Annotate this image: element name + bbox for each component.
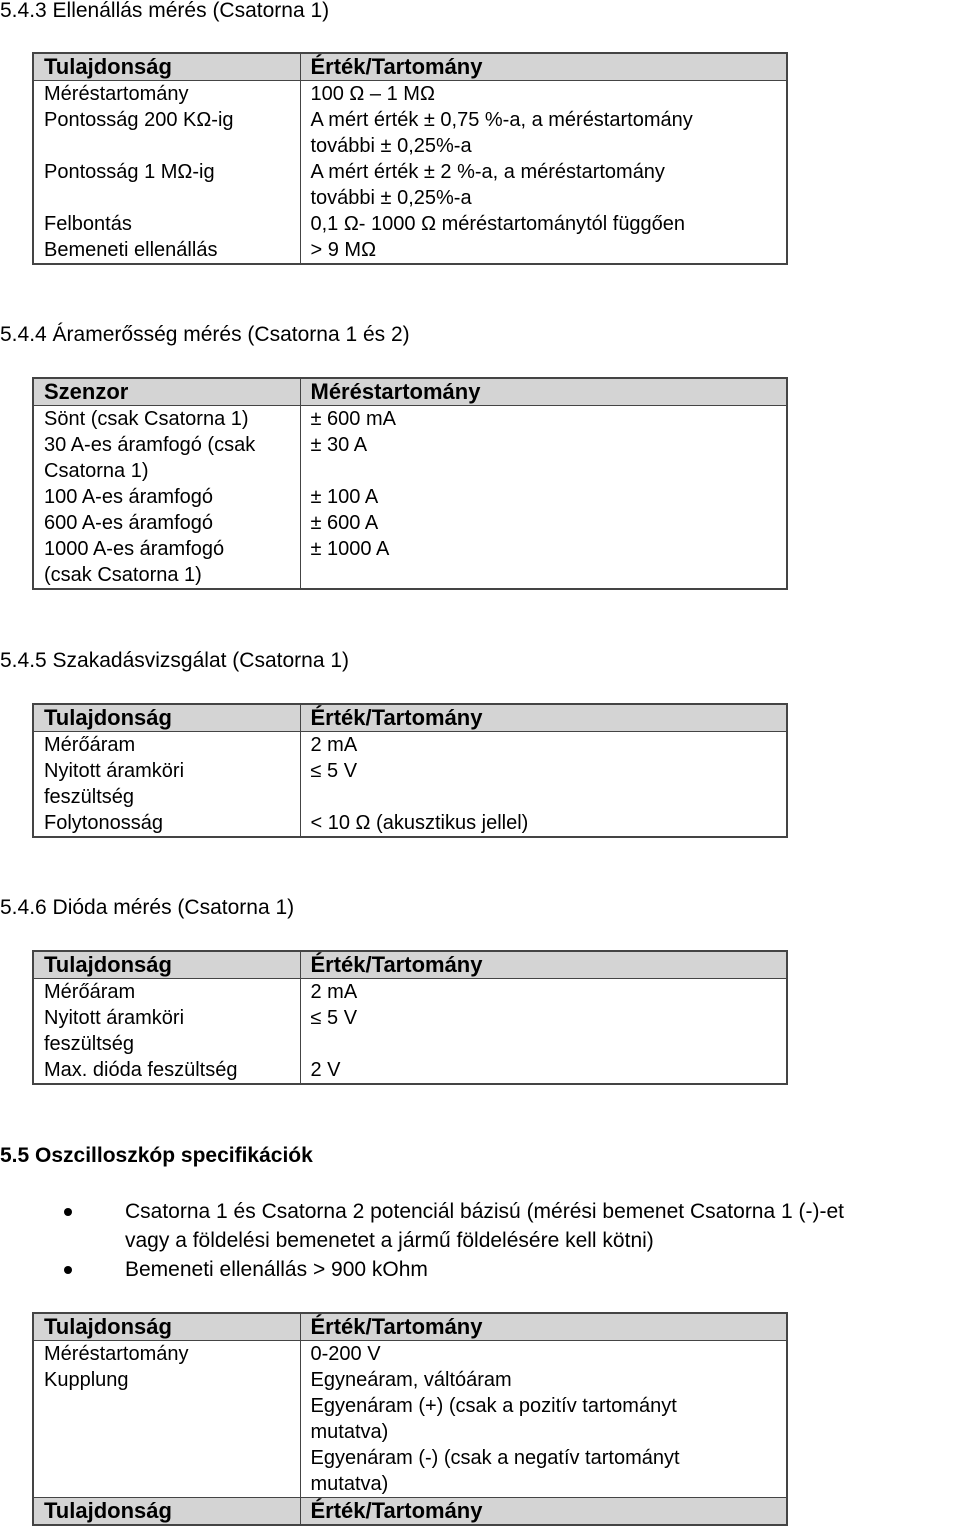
table-header-row [33,378,787,406]
table-header-row [33,951,787,979]
property-value: A mért érték ± 0,75 %-a, a méréstartomány további ± 0,25%-a [310,109,693,157]
column-header-value: Érték/Tartomány [300,53,787,81]
sensor-label: Sönt (csak Csatorna 1) [33,406,300,433]
table-footer-header-row [33,1498,787,1526]
section-title-continuity: 5.4.5 Szakadásvizsgálat (Csatorna 1) [0,649,350,672]
property-label: Mérőáram [33,979,300,1006]
table-row [33,237,787,264]
table-row [33,406,787,433]
sensor-label: 100 A-es áramfogó [33,484,300,510]
table-row [33,1341,787,1368]
current-spec-table [32,377,788,590]
column-header-value: Érték/Tartomány [300,951,787,979]
property-value: 2 mA [310,981,358,1003]
table-row [33,732,787,759]
section-title-oscilloscope: 5.5 Oszcilloszkóp specifikációk [0,1144,313,1167]
property-label: Mérőáram [33,732,300,759]
property-value: 0,1 Ω- 1000 Ω méréstartománytól függően [310,213,686,235]
column-header-property: Tulajdonság [33,1498,300,1526]
section-title-current: 5.4.4 Áramerősség mérés (Csatorna 1 és 2) [0,323,410,346]
range-value: ± 600 A [310,512,379,534]
column-header-property: Tulajdonság [33,704,300,732]
property-value: 2 mA [310,734,358,756]
table-row [33,536,787,589]
table-row [33,1367,787,1498]
property-label: Kupplung [33,1367,300,1498]
range-value: ± 100 A [310,486,379,508]
table-row [33,1057,787,1084]
table-row [33,211,787,237]
property-label: Bemeneti ellenállás [33,237,300,264]
property-value: Egyneáram, váltóáram Egyenáram (+) (csak a pozitív tartományt mutatva) Egyenáram (-) (csak a negatív tartományt mutatva) [310,1369,680,1495]
oscilloscope-bullet-list [0,1197,960,1284]
sensor-label: 600 A-es áramfogó [33,510,300,536]
table-row [33,81,787,108]
property-label: Pontosság 200 KΩ-ig [33,107,300,159]
continuity-spec-table [32,703,788,838]
column-header-property: Tulajdonság [33,1313,300,1341]
property-label: Nyitott áramköri feszültség [33,1005,300,1057]
property-value: 2 V [310,1059,341,1081]
column-header-property: Tulajdonság [33,951,300,979]
property-value: 100 Ω – 1 MΩ [310,83,435,105]
table-row [33,510,787,536]
table-header-row [33,704,787,732]
property-label: Folytonosság [33,810,300,837]
section-title-diode: 5.4.6 Dióda mérés (Csatorna 1) [0,896,295,919]
property-value: ≤ 5 V [310,760,358,782]
diode-spec-table [32,950,788,1085]
table-row [33,159,787,211]
section-title-resistance: 5.4.3 Ellenállás mérés (Csatorna 1) [0,0,330,22]
table-row [33,107,787,159]
column-header-value: Érték/Tartomány [300,1313,787,1341]
property-label: Méréstartomány [33,81,300,108]
property-label: Pontosság 1 MΩ-ig [33,159,300,211]
table-row [33,432,787,484]
list-item: Csatorna 1 és Csatorna 2 potenciál bázisú (mérési bemenet Csatorna 1 (-)-et vagy a földelési bemenetet a jármű földelésére kell kötni) [0,1197,960,1255]
property-value: ≤ 5 V [310,1007,358,1029]
table-row [33,810,787,837]
oscilloscope-spec-table [32,1312,788,1526]
property-value: A mért érték ± 2 %-a, a méréstartomány további ± 0,25%-a [310,161,665,209]
sensor-label: 30 A-es áramfogó (csak Csatorna 1) [33,432,300,484]
table-row [33,758,787,810]
bullet-icon [64,1266,72,1274]
range-value: ± 1000 A [310,538,390,560]
column-header-range: Méréstartomány [300,378,787,406]
property-label: Max. dióda feszültség [33,1057,300,1084]
property-label: Felbontás [33,211,300,237]
table-header-row [33,1313,787,1341]
property-value: > 9 MΩ [310,239,377,261]
table-row [33,979,787,1006]
bullet-icon [64,1208,72,1216]
resistance-spec-table [32,52,788,265]
list-item: Bemeneti ellenállás > 900 kOhm [0,1255,960,1284]
table-row [33,484,787,510]
property-value: 0-200 V [310,1343,381,1365]
table-row [33,1005,787,1057]
property-label: Méréstartomány [33,1341,300,1368]
column-header-value: Érték/Tartomány [300,1498,787,1526]
table-header-row [33,53,787,81]
column-header-property: Tulajdonság [33,53,300,81]
range-value: ± 30 A [310,434,368,456]
column-header-sensor: Szenzor [33,378,300,406]
range-value: ± 600 mA [310,408,396,430]
property-value: < 10 Ω (akusztikus jellel) [310,812,529,834]
sensor-label: 1000 A-es áramfogó (csak Csatorna 1) [33,536,300,589]
column-header-value: Érték/Tartomány [300,704,787,732]
property-label: Nyitott áramköri feszültség [33,758,300,810]
